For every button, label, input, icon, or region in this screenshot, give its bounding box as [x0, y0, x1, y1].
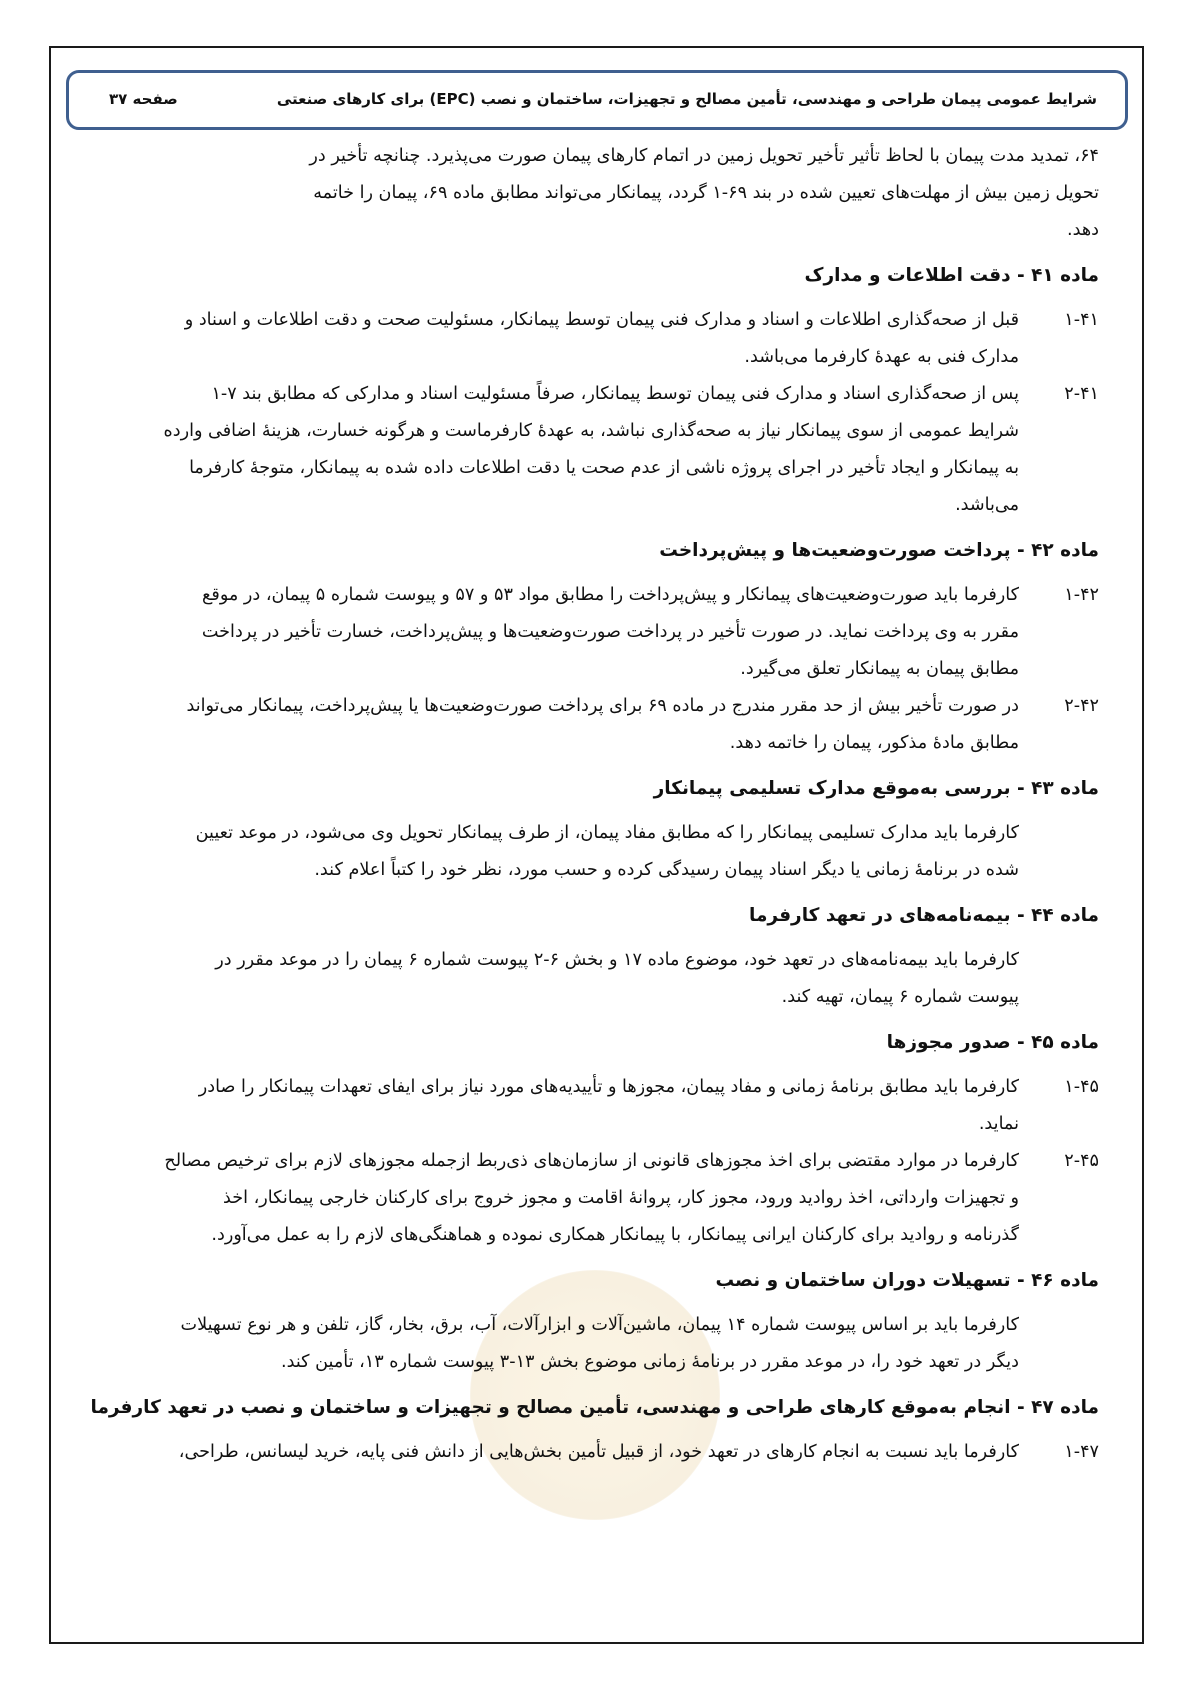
text-line: پیوست شماره ۶ پیمان، تهیه کند.	[781, 987, 1019, 1007]
text-line: کارفرما باید مطابق برنامهٔ زمانی و مفاد پیمان، مجوزها و تأییدیه‌های مورد نیاز برای ایفای تعهدات پیمانکار را صادر	[198, 1077, 1019, 1097]
text-line: و تجهیزات وارداتی، اخذ روادید ورود، مجوز کار، پروانهٔ اقامت و مجوز خروج برای کارکنان خارجی پیمانکار، اخذ	[223, 1188, 1019, 1208]
clause	[84, 1307, 1099, 1381]
text-line: کارفرما باید بیمه‌نامه‌های در تعهد خود، موضوع ماده ۱۷ و بخش ۶-۲ پیوست شماره ۶ پیمان را در موعد مقرر در	[215, 950, 1019, 970]
clause-number	[1019, 942, 1099, 1016]
clause	[84, 376, 1099, 524]
clause	[84, 1069, 1099, 1143]
text-line: گذرنامه و روادید برای کارکنان ایرانی پیمانکار، با پیمانکار همکاری نموده و هماهنگی‌های لازم را به عمل می‌آورد.	[211, 1225, 1019, 1245]
text-line: نماید.	[978, 1114, 1019, 1134]
clause-text	[84, 577, 1019, 688]
clause-number: ۱-۴۱	[1064, 310, 1099, 330]
text-line: کارفرما باید مدارک تسلیمی پیمانکار را که مطابق مفاد پیمان، از طرف پیمانکار تحویل وی می‌شود، در موعد تعیین	[195, 823, 1019, 843]
text-line: ۶۴، تمدید مدت پیمان با لحاظ تأثیر تأخیر تحویل زمین در اتمام کارهای پیمان صورت می‌پذیرد. چنانچه تأخیر در	[309, 146, 1099, 166]
clause-text	[84, 942, 1019, 1016]
intro-paragraph	[84, 138, 1099, 249]
text-line: مقرر به وی پرداخت نماید. در صورت تأخیر در پرداخت صورت‌وضعیت‌ها و پیش‌پرداخت، خسارت تأخیر در پرداخت	[201, 622, 1019, 642]
page-number: صفحه ۳۷	[109, 90, 178, 108]
clause-number	[1019, 815, 1099, 889]
clause	[84, 577, 1099, 688]
article-heading: ماده ۴۶ - تسهیلات دوران ساختمان و نصب	[715, 1270, 1099, 1291]
clause-text	[84, 1143, 1019, 1254]
text-line: کارفرما باید نسبت به انجام کارهای در تعهد خود، از قبیل تأمین بخش‌هایی از دانش فنی پایه، خرید لیسانس، طراحی،	[178, 1442, 1019, 1462]
text-line: مطابق مادهٔ مذکور، پیمان را خاتمه دهد.	[729, 733, 1019, 753]
text-line: قبل از صحه‌گذاری اطلاعات و اسناد و مدارک فنی پیمان توسط پیمانکار، مسئولیت صحت و دقت اطلاعات و اسناد و	[184, 310, 1019, 330]
text-line: کارفرما باید بر اساس پیوست شماره ۱۴ پیمان، ماشین‌آلات و ابزارآلات، آب، برق، بخار، گاز، تلفن و هر نوع تسهیلات	[180, 1315, 1019, 1335]
clause	[84, 815, 1099, 889]
text-line: کارفرما باید صورت‌وضعیت‌های پیمانکار و پیش‌پرداخت را مطابق مواد ۵۳ و ۵۷ و پیوست شماره ۵ پیمان، در موقع	[202, 585, 1019, 605]
clause	[84, 688, 1099, 762]
clause-text	[84, 1069, 1019, 1143]
text-line: کارفرما در موارد مقتضی برای اخذ مجوزهای قانونی از سازمان‌های ذی‌ربط ازجمله مجوزهای لازم برای ترخیص مصالح	[164, 1151, 1019, 1171]
page-header	[66, 70, 1128, 130]
text-line: در صورت تأخیر بیش از حد مقرر مندرج در ماده ۶۹ برای پرداخت صورت‌وضعیت‌ها یا پیش‌پرداخت، پیمانکار می‌تواند	[186, 696, 1019, 716]
clause-number: ۲-۴۲	[1064, 696, 1099, 716]
text-line: می‌باشد.	[955, 495, 1019, 515]
clause-text	[84, 376, 1019, 524]
clause-text	[84, 688, 1019, 762]
text-line: شرایط عمومی از سوی پیمانکار نیاز به صحه‌گذاری نباشد، به عهدهٔ کارفرماست و هرگونه خسارت، هزینهٔ اضافی وارده	[163, 421, 1019, 441]
clause-number: ۱-۴۷	[1064, 1442, 1099, 1462]
text-line: شده در برنامهٔ زمانی یا دیگر اسناد پیمان رسیدگی کرده و حسب مورد، نظر خود را کتباً اعلام کند.	[314, 860, 1019, 880]
clause-text	[84, 302, 1019, 376]
clause-number: ۲-۴۵	[1064, 1151, 1099, 1171]
text-line: مدارک فنی به عهدهٔ کارفرما می‌باشد.	[744, 347, 1019, 367]
article-heading: ماده ۴۲ - پرداخت صورت‌وضعیت‌ها و پیش‌پرداخت	[659, 540, 1099, 561]
clause-number: ۱-۴۲	[1064, 585, 1099, 605]
article-heading: ماده ۴۷ - انجام به‌موقع کارهای طراحی و مهندسی، تأمین مصالح و تجهیزات و ساختمان و نصب در تعهد کارفرما	[90, 1397, 1099, 1418]
document-title: شرایط عمومی پیمان طراحی و مهندسی، تأمین مصالح و تجهیزات، ساختمان و نصب (EPC) برای کارهای صنعتی	[276, 90, 1097, 108]
clause	[84, 942, 1099, 1016]
clause-number: ۲-۴۱	[1064, 384, 1099, 404]
clause	[84, 302, 1099, 376]
document-body	[84, 138, 1099, 1471]
clause-text	[84, 815, 1019, 889]
text-line: دهد.	[1067, 220, 1099, 240]
clause-number: ۱-۴۵	[1064, 1077, 1099, 1097]
clause-number	[1019, 1307, 1099, 1381]
article-heading: ماده ۴۵ - صدور مجوزها	[886, 1032, 1099, 1053]
text-line: پس از صحه‌گذاری اسناد و مدارک فنی پیمان توسط پیمانکار، صرفاً مسئولیت اسناد و مدارکی که مطابق بند ۷-۱	[211, 384, 1019, 404]
text-line: دیگر در تعهد خود را، در موعد مقرر در برنامهٔ زمانی موضوع بخش ۱۳-۳ پیوست شماره ۱۳، تأمین کند.	[281, 1352, 1019, 1372]
text-line: مطابق پیمان به پیمانکار تعلق می‌گیرد.	[740, 659, 1019, 679]
article-heading: ماده ۴۱ - دقت اطلاعات و مدارک	[804, 265, 1099, 286]
clause	[84, 1143, 1099, 1254]
clause-text	[84, 1434, 1019, 1471]
clause	[84, 1434, 1099, 1471]
article-heading: ماده ۴۴ - بیمه‌نامه‌های در تعهد کارفرما	[749, 905, 1099, 926]
text-line: به پیمانکار و ایجاد تأخیر در اجرای پروژه ناشی از عدم صحت یا دقت اطلاعات داده شده به پیمانکار، متوجهٔ کارفرما	[189, 458, 1019, 478]
text-line: تحویل زمین بیش از مهلت‌های تعیین شده در بند ۶۹-۱ گردد، پیمانکار می‌تواند مطابق ماده ۶۹، پیمان را خاتمه	[313, 183, 1099, 203]
clause-text	[84, 1307, 1019, 1381]
article-heading: ماده ۴۳ - بررسی به‌موقع مدارک تسلیمی پیمانکار	[653, 778, 1099, 799]
